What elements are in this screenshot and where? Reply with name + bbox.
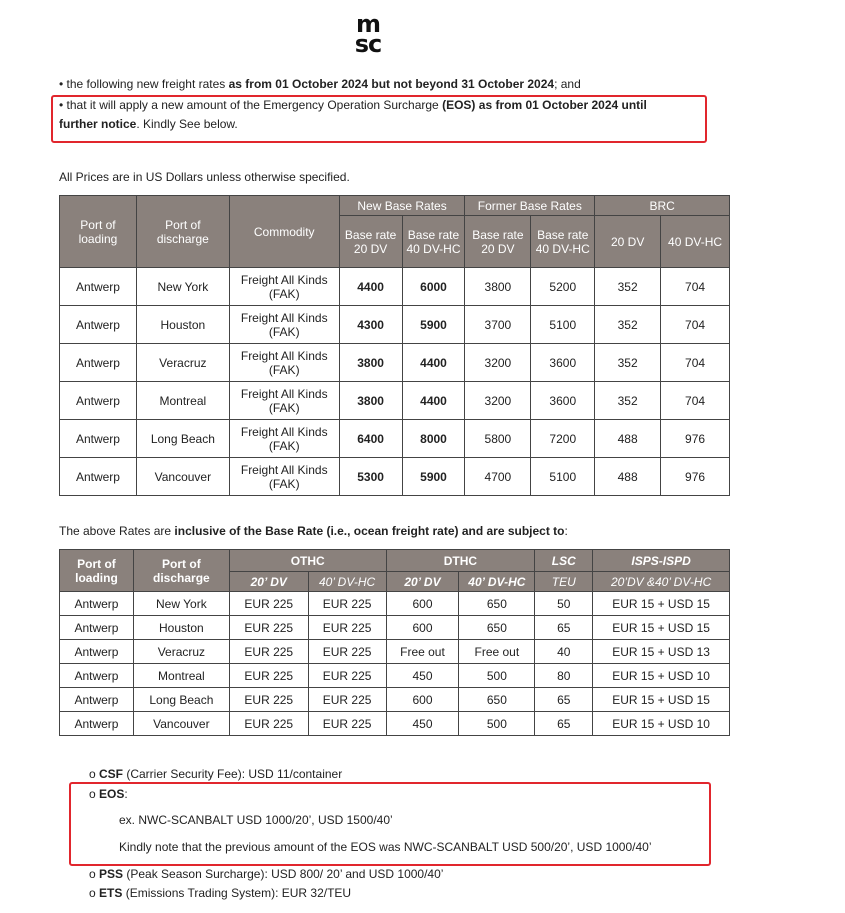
th-base20: Base rate 20 DV [339, 216, 402, 268]
th-commodity: Commodity [229, 196, 339, 268]
th-former-base: Former Base Rates [465, 196, 595, 216]
eos-example: ex. NWC-SCANBALT USD 1000/20’, USD 1500/40’ [119, 813, 393, 827]
th-new-base: New Base Rates [339, 196, 465, 216]
eos-item: o EOS: [89, 787, 128, 801]
table-row: Antwerp New York Freight All Kinds (FAK) 4400 6000 3800 5200 352 704 [60, 268, 730, 306]
logo-top: m [355, 10, 380, 38]
intro-line-2: • that it will apply a new amount of the Emergency Operation Surcharge (EOS) as from 01 October 2024 until [59, 98, 647, 112]
table-row: Antwerp Montreal Freight All Kinds (FAK) 3800 4400 3200 3600 352 704 [60, 382, 730, 420]
th-fbase40: Base rate 40 DV-HC [531, 216, 595, 268]
table-row: Antwerp Veracruz Freight All Kinds (FAK) 3800 4400 3200 3600 352 704 [60, 344, 730, 382]
table-row: Antwerp Veracruz EUR 225 EUR 225 Free out Free out 40 EUR 15 + USD 13 [60, 640, 730, 664]
th-port-discharge: Port of discharge [136, 196, 229, 268]
th-fbase20: Base rate 20 DV [465, 216, 531, 268]
th2-isps-sub: 20’DV &40’ DV-HC [593, 572, 730, 592]
th2-d40: 40’ DV-HC [459, 572, 535, 592]
intro-line-3: further notice. Kindly See below. [59, 117, 238, 131]
table-row: Antwerp Houston EUR 225 EUR 225 600 650 65 EUR 15 + USD 15 [60, 616, 730, 640]
table-row: Antwerp Vancouver EUR 225 EUR 225 450 500 65 EUR 15 + USD 10 [60, 712, 730, 736]
table-row: Antwerp Long Beach Freight All Kinds (FAK) 6400 8000 5800 7200 488 976 [60, 420, 730, 458]
ets-item: o ETS (Emissions Trading System): EUR 32/TEU [89, 886, 352, 900]
table-row: Antwerp Houston Freight All Kinds (FAK) 4300 5900 3700 5100 352 704 [60, 306, 730, 344]
pss-item: o PSS (Peak Season Surcharge): USD 800/ 20’ and USD 1000/40’ [89, 867, 444, 881]
th2-port-discharge: Port of discharge [133, 550, 229, 592]
th2-d20: 20’ DV [386, 572, 459, 592]
logo-bottom: sc [354, 30, 382, 58]
th2-othc: OTHC [229, 550, 386, 572]
th2-o20: 20’ DV [229, 572, 308, 592]
table-row: Antwerp Long Beach EUR 225 EUR 225 600 650 65 EUR 15 + USD 15 [60, 688, 730, 712]
th2-o40: 40’ DV-HC [308, 572, 386, 592]
table-row: Antwerp Montreal EUR 225 EUR 225 450 500 80 EUR 15 + USD 10 [60, 664, 730, 688]
th2-port-loading: Port of loading [60, 550, 134, 592]
table-row: Antwerp Vancouver Freight All Kinds (FAK) 5300 5900 4700 5100 488 976 [60, 458, 730, 496]
surcharges-table [59, 549, 730, 736]
table-row: Antwerp New York EUR 225 EUR 225 600 650 50 EUR 15 + USD 15 [60, 592, 730, 616]
prices-note: All Prices are in US Dollars unless otherwise specified. [59, 170, 350, 184]
freight-rates-table [59, 195, 730, 496]
intro-line-1: • the following new freight rates as from 01 October 2024 but not beyond 31 October 2024; and [59, 77, 581, 91]
th2-teu: TEU [535, 572, 593, 592]
th-base40: Base rate 40 DV-HC [402, 216, 465, 268]
th-brc: BRC [595, 196, 730, 216]
th-port-loading: Port of loading [60, 196, 137, 268]
th2-dthc: DTHC [386, 550, 535, 572]
csf-item: o CSF (Carrier Security Fee): USD 11/container [89, 767, 343, 781]
th2-isps: ISPS-ISPD [593, 550, 730, 572]
above-rates-note: The above Rates are inclusive of the Base Rate (i.e., ocean freight rate) and are subject to: [59, 524, 568, 538]
th-brc20: 20 DV [595, 216, 661, 268]
eos-previous-note: Kindly note that the previous amount of the EOS was NWC-SCANBALT USD 500/20’, USD 1000/40’ [119, 840, 652, 854]
msc-logo [346, 10, 390, 60]
th2-lsc: LSC [535, 550, 593, 572]
th-brc40: 40 DV-HC [661, 216, 730, 268]
